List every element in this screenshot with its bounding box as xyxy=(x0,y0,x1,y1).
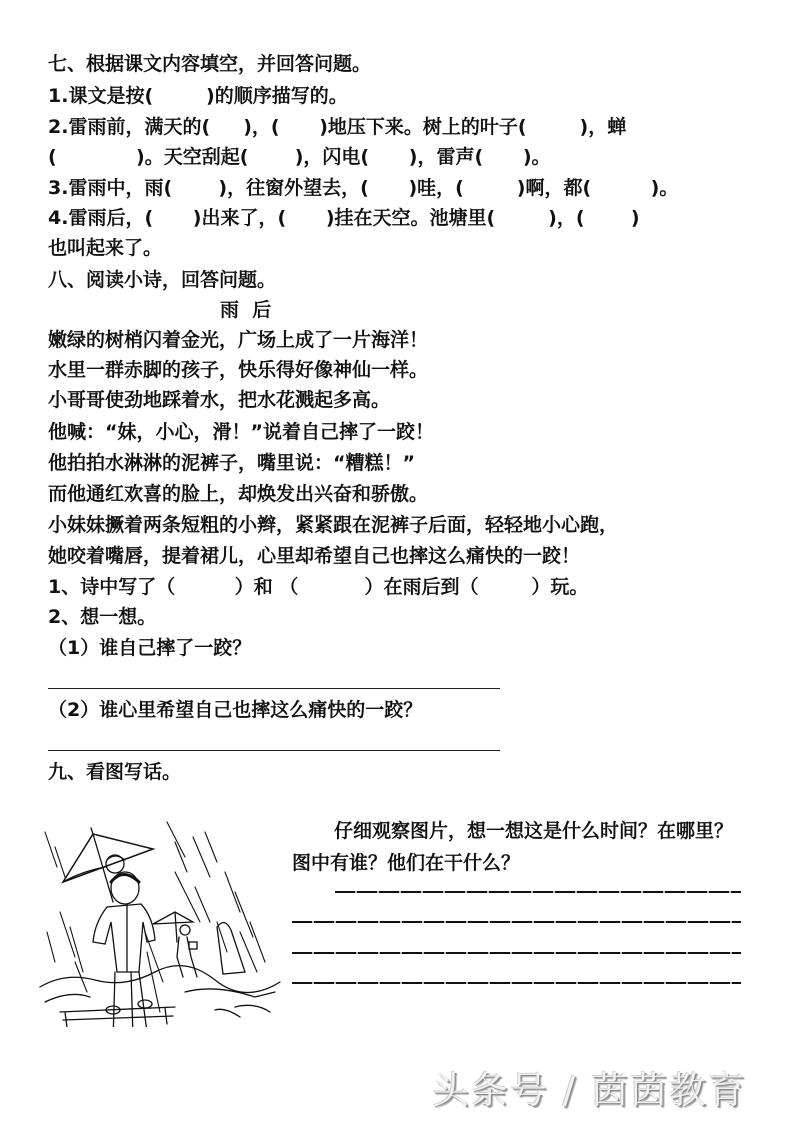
writing-line-3[interactable] xyxy=(292,952,741,954)
poem-line: 嫩绿的树梢闪着金光，广场上成了一片海洋！ xyxy=(48,329,429,351)
question-2-2: （2）谁心里希望自己也摔这么痛快的一跤？ xyxy=(48,699,423,721)
picture-writing-prompt: 仔细观察图片，想一想这是什么时间？在哪里？图中有谁？他们在干什么？ xyxy=(292,820,734,874)
poem-line: 他拍拍水淋淋的泥裤子，嘴里说：“糟糕！” xyxy=(48,452,415,474)
fill-item-2-cont: ( )。天空刮起( )，闪电( )，雷声( )。 xyxy=(48,146,551,168)
question-2-heading: 2、想一想。 xyxy=(48,606,157,628)
fill-item-3: 3.雷雨中，雨( )，往窗外望去，( )哇，( )啊，都( )。 xyxy=(48,177,679,199)
poem-line: 水里一群赤脚的孩子，快乐得好像神仙一样。 xyxy=(48,359,429,381)
fill-item-4: 4.雷雨后，( )出来了，( )挂在天空。池塘里( )，( ) xyxy=(48,207,640,229)
fill-item-4-cont: 也叫起来了。 xyxy=(48,237,163,259)
writing-line-2[interactable] xyxy=(292,921,741,923)
section-7-heading: 七、根据课文内容填空，并回答问题。 xyxy=(48,53,372,75)
section-8-heading: 八、阅读小诗，回答问题。 xyxy=(48,269,277,291)
writing-line-4[interactable] xyxy=(292,982,741,984)
answer-line-2[interactable] xyxy=(48,750,500,751)
answer-line-1[interactable] xyxy=(48,688,500,689)
question-1: 1、诗中写了（ ）和 （ ）在雨后到（ ）玩。 xyxy=(48,576,589,598)
rain-scene-illustration xyxy=(35,812,285,1027)
poem-line: 小妹妹撅着两条短粗的小辫，紧紧跟在泥裤子后面，轻轻地小心跑， xyxy=(48,514,619,536)
poem-line: 他喊：“妹，小心，滑！”说着自己摔了一跤！ xyxy=(48,421,434,443)
poem-line: 而他通红欢喜的脸上，却焕发出兴奋和骄傲。 xyxy=(48,483,429,505)
poem-line: 小哥哥使劲地踩着水，把水花溅起多高。 xyxy=(48,389,391,411)
poem-title: 雨 后 xyxy=(220,299,272,321)
section-9-heading: 九、看图写话。 xyxy=(48,761,182,783)
writing-line-1[interactable] xyxy=(335,891,741,893)
fill-item-2: 2.雷雨前，满天的( )，( )地压下来。树上的叶子( )，蝉 xyxy=(48,116,627,138)
watermark: 头条号 / 茵茵教育 xyxy=(432,1069,747,1112)
fill-item-1: 1.课文是按( )的顺序描写的。 xyxy=(48,85,348,107)
question-2-1: （1）谁自己摔了一跤？ xyxy=(48,637,252,659)
poem-line: 她咬着嘴唇，提着裙儿，心里却希望自己也摔这么痛快的一跤！ xyxy=(48,545,581,567)
